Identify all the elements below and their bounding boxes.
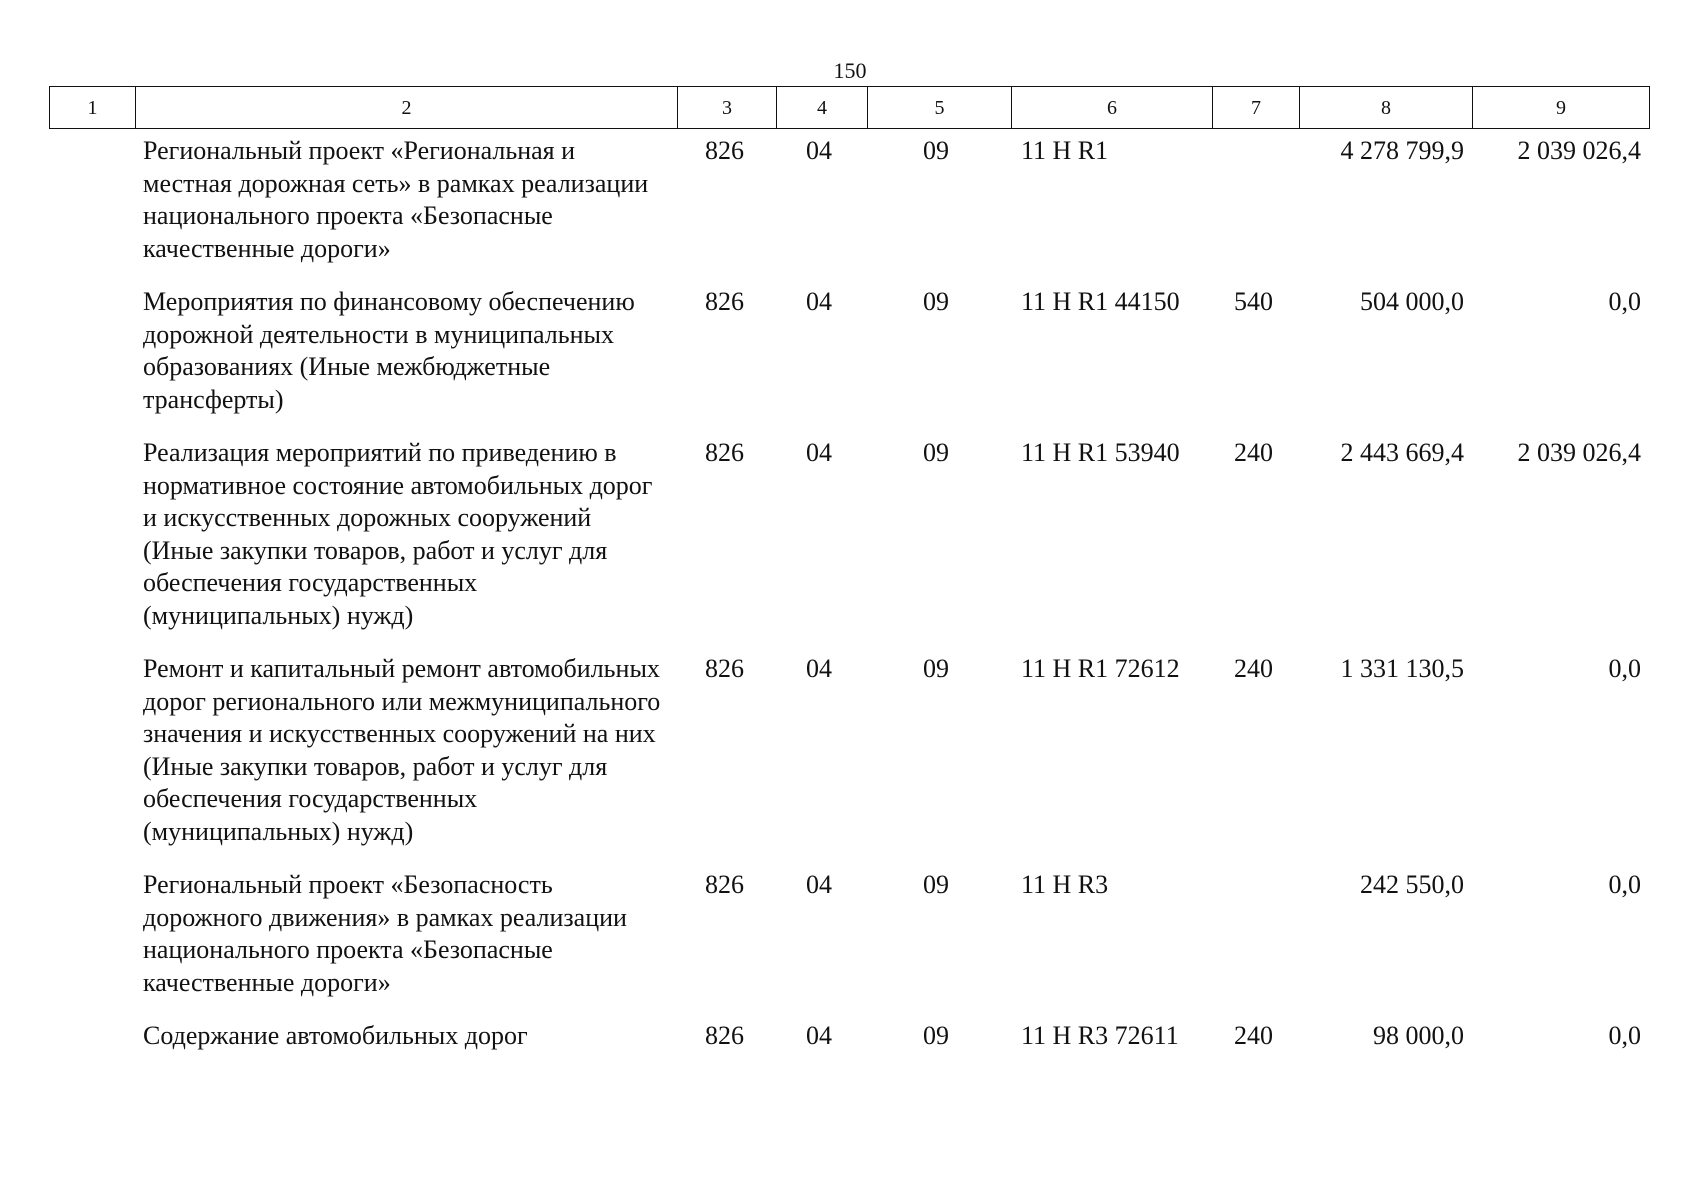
header-cell-2: 2: [136, 87, 678, 129]
header-cell-4: 4: [777, 87, 868, 129]
expense-type-code: 540: [1234, 287, 1273, 316]
item-name: Реализация мероприятий по приведению в нормативное состояние автомобильных дорог и искусственных дорожных сооружений (Иные закупки товаров, работ и услуг для обеспечения государственных (муниципальных) нужд): [143, 438, 653, 630]
expense-type-code: 240: [1234, 654, 1273, 683]
amount-col-8: 242 550,0: [1360, 870, 1464, 899]
ministry-code: 826: [705, 870, 744, 899]
item-name: Содержание автомобильных дорог: [143, 1021, 528, 1050]
table-row: [49, 282, 1649, 433]
header-cell-5: 5: [868, 87, 1012, 129]
column-1-cell: [49, 649, 135, 865]
target-item-code: 11 Н R1 44150: [1021, 287, 1180, 316]
header-cell-8: 8: [1300, 87, 1473, 129]
amount-col-9: 2 039 026,4: [1517, 136, 1641, 165]
expense-type-code: 240: [1234, 438, 1273, 467]
ministry-code: 826: [705, 438, 744, 467]
column-1-cell: [49, 131, 135, 282]
amount-col-9: 0,0: [1608, 1021, 1641, 1050]
section-code: 04: [806, 654, 832, 683]
section-code: 04: [806, 1021, 832, 1050]
section-code: 04: [806, 136, 832, 165]
target-item-code: 11 Н R3 72611: [1021, 1021, 1179, 1050]
amount-col-8: 504 000,0: [1360, 287, 1464, 316]
ministry-code: 826: [705, 287, 744, 316]
target-item-code: 11 Н R3: [1021, 870, 1109, 899]
amount-col-8: 98 000,0: [1373, 1021, 1464, 1050]
column-1-cell: [49, 1016, 135, 1070]
amount-col-9: 0,0: [1608, 870, 1641, 899]
item-name: Мероприятия по финансовому обеспечению дорожной деятельности в муниципальных образованиях (Иные межбюджетные трансферты): [143, 287, 635, 414]
amount-col-9: 0,0: [1608, 654, 1641, 683]
header-cell-3: 3: [678, 87, 777, 129]
header-cell-1: 1: [50, 87, 136, 129]
table-row: [49, 131, 1649, 282]
header-cell-9: 9: [1473, 87, 1650, 129]
amount-col-8: 2 443 669,4: [1340, 438, 1464, 467]
subsection-code: 09: [923, 438, 949, 467]
amount-col-9: 2 039 026,4: [1517, 438, 1641, 467]
ministry-code: 826: [705, 654, 744, 683]
item-name: Региональный проект «Региональная и местная дорожная сеть» в рамках реализации национального проекта «Безопасные качественные дороги»: [143, 136, 649, 263]
amount-col-8: 4 278 799,9: [1340, 136, 1464, 165]
subsection-code: 09: [923, 287, 949, 316]
subsection-code: 09: [923, 136, 949, 165]
table-row: [49, 865, 1649, 1016]
item-name: Региональный проект «Безопасность дорожного движения» в рамках реализации национального проекта «Безопасные качественные дороги»: [143, 870, 627, 997]
section-code: 04: [806, 287, 832, 316]
target-item-code: 11 Н R1: [1021, 136, 1109, 165]
section-code: 04: [806, 438, 832, 467]
column-number-header: [49, 86, 1650, 129]
header-cell-6: 6: [1012, 87, 1213, 129]
subsection-code: 09: [923, 654, 949, 683]
header-row: [50, 87, 1650, 129]
section-code: 04: [806, 870, 832, 899]
subsection-code: 09: [923, 870, 949, 899]
ministry-code: 826: [705, 136, 744, 165]
expense-type-code: 240: [1234, 1021, 1273, 1050]
item-name: Ремонт и капитальный ремонт автомобильных дорог регионального или межмуниципального значения и искусственных сооружений на них (Иные закупки товаров, работ и услуг для обеспечения государственных (муниципальных) нужд): [143, 654, 661, 846]
table-row: [49, 649, 1649, 865]
amount-col-8: 1 331 130,5: [1340, 654, 1464, 683]
ministry-code: 826: [705, 1021, 744, 1050]
expense-type-code: [1212, 131, 1299, 282]
target-item-code: 11 Н R1 72612: [1021, 654, 1180, 683]
target-item-code: 11 Н R1 53940: [1021, 438, 1180, 467]
table-row: [49, 433, 1649, 649]
budget-table: [49, 131, 1649, 1070]
amount-col-9: 0,0: [1608, 287, 1641, 316]
column-1-cell: [49, 865, 135, 1016]
column-1-cell: [49, 433, 135, 649]
table-row: [49, 1016, 1649, 1070]
subsection-code: 09: [923, 1021, 949, 1050]
expense-type-code: [1212, 865, 1299, 1016]
page-number: 150: [833, 58, 867, 83]
column-1-cell: [49, 282, 135, 433]
header-cell-7: 7: [1213, 87, 1300, 129]
